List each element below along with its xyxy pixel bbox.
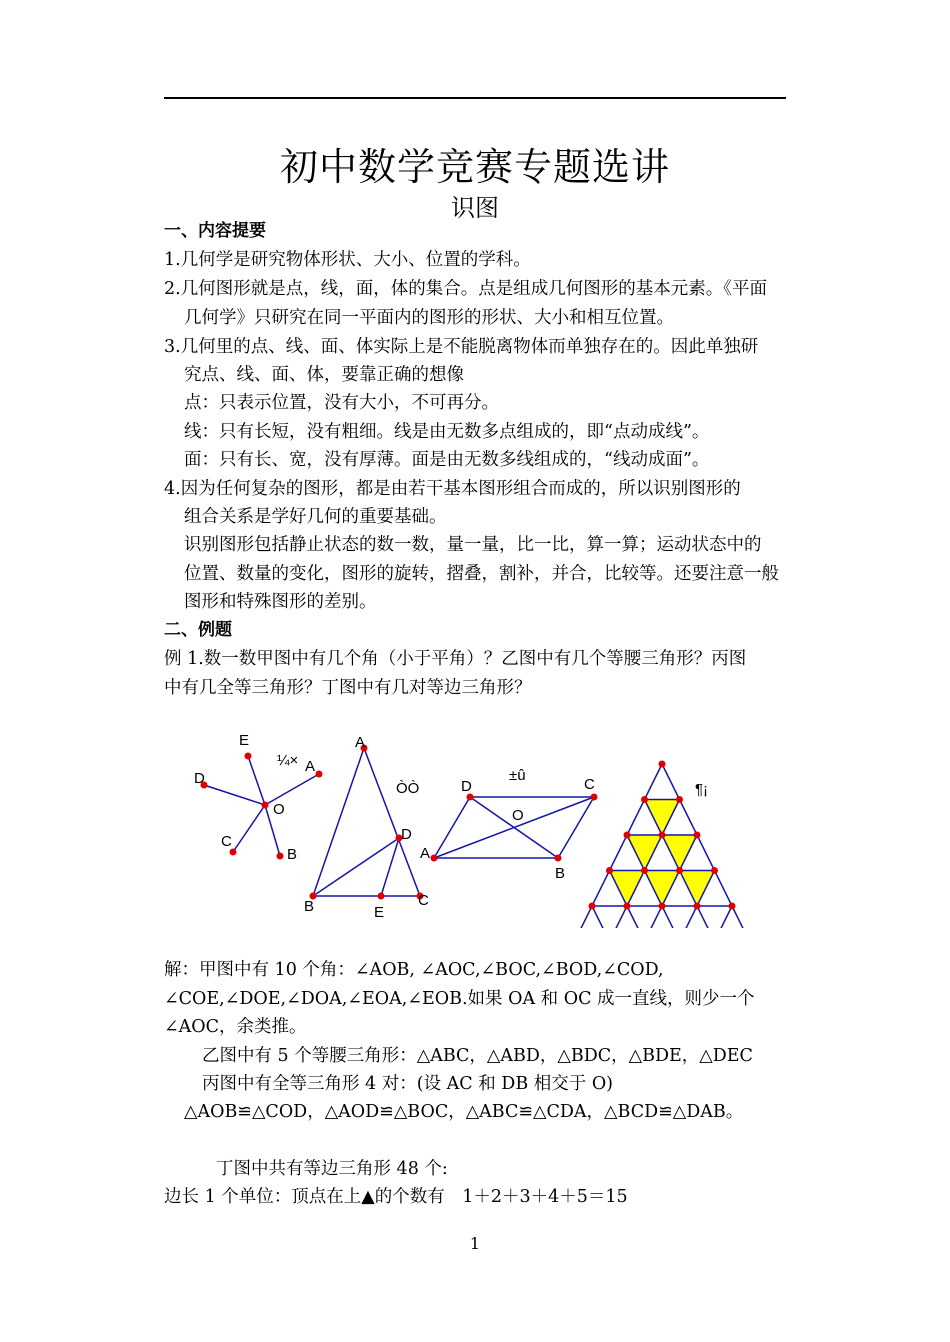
grid-vertex [606,867,613,874]
label-c: C [418,892,429,909]
solution-line: 丙图中有全等三角形 4 对：(设 AC 和 DB 相交于 O) [202,1074,613,1094]
text-line: 点：只表示位置，没有大小，不可再分。 [184,393,499,413]
grid-vertex [641,867,648,874]
figure-jia-caption: ¼× [277,752,299,769]
label-a: A [420,845,431,862]
solution-line: 乙图中有 5 个等腰三角形：△ABC，△ABD，△BDC，△BDE，△DEC [202,1046,753,1066]
header-rule [164,97,786,99]
label-b: B [304,898,315,915]
label-c: C [221,833,232,850]
ray-od [204,785,265,805]
point-o [262,802,269,809]
label-a: A [305,758,316,775]
triangle-abc [313,748,420,896]
example-line: 例 1.数一数甲图中有几个角（小于平角）？乙图中有几个等腰三角形？丙图 [164,649,747,669]
grid-vertex [641,796,648,803]
label-d: D [194,770,205,787]
solution-line: ∠AOC，余类推。 [164,1017,307,1037]
page-number: 1 [469,1234,481,1253]
label-e: E [374,904,385,921]
filled-triangle [680,871,715,907]
text-line: 位置、数量的变化，图形的旋转，摺叠，割补，并合，比较等。还要注意一般 [184,564,779,584]
grid-vertex [676,867,683,874]
section2-heading: 二、例题 [164,620,232,640]
text-line: 识别图形包括静止状态的数一数，量一量，比一比，算一算；运动状态中的 [184,535,762,555]
grid-vertex [659,761,666,768]
point-e [245,753,252,760]
ray-oe [248,756,265,805]
solution-line: △AOB≌△COD，△AOD≌△BOC，△ABC≌△CDA，△BCD≌△DAB。 [184,1102,744,1122]
solution-line: 丁图中共有等边三角形 48 个: [216,1159,448,1179]
grid-line [715,906,733,928]
filled-triangle [645,871,680,907]
figure-yi [313,748,420,896]
text-line: 线：只有长短，没有粗细。线是由无数多点组成的，即“点动成线”。 [184,422,710,442]
text-line: 图形和特殊图形的差别。 [184,592,377,612]
label-b: B [555,865,566,882]
grid-vertex [624,832,631,839]
point-b [555,855,562,862]
segment-de [381,838,399,896]
point-e [378,893,385,900]
text-line: 2.几何图形就是点，线，面，体的集合。点是组成几何图形的基本元素。《平面 [164,279,767,299]
grid-vertex [729,903,736,910]
solution-line: ∠COE,∠DOE,∠DOA,∠EOA,∠EOB.如果 OA 和 OC 成一直线，则少一个 [164,989,755,1009]
point-a [316,771,323,778]
filled-triangle [610,871,645,907]
page-subtitle: 识图 [451,194,499,222]
label-d: D [401,826,412,843]
point-a [431,855,438,862]
grid-vertex [589,903,596,910]
text-line: 究点、线、面、体，要靠正确的想像 [184,365,464,385]
label-d: D [461,778,472,795]
segment-bd [313,838,399,896]
label-c: C [584,776,595,793]
grid-vertex [624,903,631,910]
grid-vertex [694,832,701,839]
grid-vertex [659,832,666,839]
label-b: B [287,846,298,863]
example-figures [180,728,780,928]
figure-ding [571,761,753,929]
section1-heading: 一、内容提要 [164,221,266,241]
filled-triangle [662,835,697,871]
text-line: 几何学》只研究在同一平面内的图形的形状、大小和相互位置。 [184,308,674,328]
label-a: A [355,734,366,751]
solution-line: 边长 1 个单位：顶点在上▲的个数有 1＋2＋3＋4＋5＝15 [164,1187,628,1207]
figure-ding-caption: ¶¡ [695,781,709,798]
figure-bing-caption: ±û [509,767,526,784]
solution-line: 解：甲图中有 10 个角：∠AOB, ∠AOC,∠BOC,∠BOD,∠COD, [164,960,664,980]
grid-vertex [711,867,718,874]
ray-oc [233,805,265,852]
text-line: 面：只有长、宽，没有厚薄。面是由无数多线组成的，“线动成面”。 [184,450,710,470]
label-e: E [239,732,250,749]
label-o: O [273,801,285,818]
point-c [591,794,598,801]
page-title: 初中数学竞赛专题选讲 [279,145,670,189]
text-line: 1.几何学是研究物体形状、大小、位置的学科。 [164,250,531,270]
label-o: O [512,807,524,824]
example-line: 中有几全等三角形？丁图中有几对等边三角形？ [164,678,532,698]
filled-triangle [645,800,680,836]
text-line: 3.几何里的点、线、面、体实际上是不能脱离物体而单独存在的。因此单独研 [164,337,759,357]
grid-vertex [659,903,666,910]
grid-line [592,906,610,928]
figure-yi-caption: ÒÒ [396,780,420,797]
text-line: 组合关系是学好几何的重要基础。 [184,507,447,527]
filled-triangle [627,835,662,871]
grid-vertex [676,796,683,803]
point-b [277,853,284,860]
grid-vertex [694,903,701,910]
text-line: 4.因为任何复杂的图形，都是由若干基本图形组合而成的，所以识别图形的 [164,479,741,499]
